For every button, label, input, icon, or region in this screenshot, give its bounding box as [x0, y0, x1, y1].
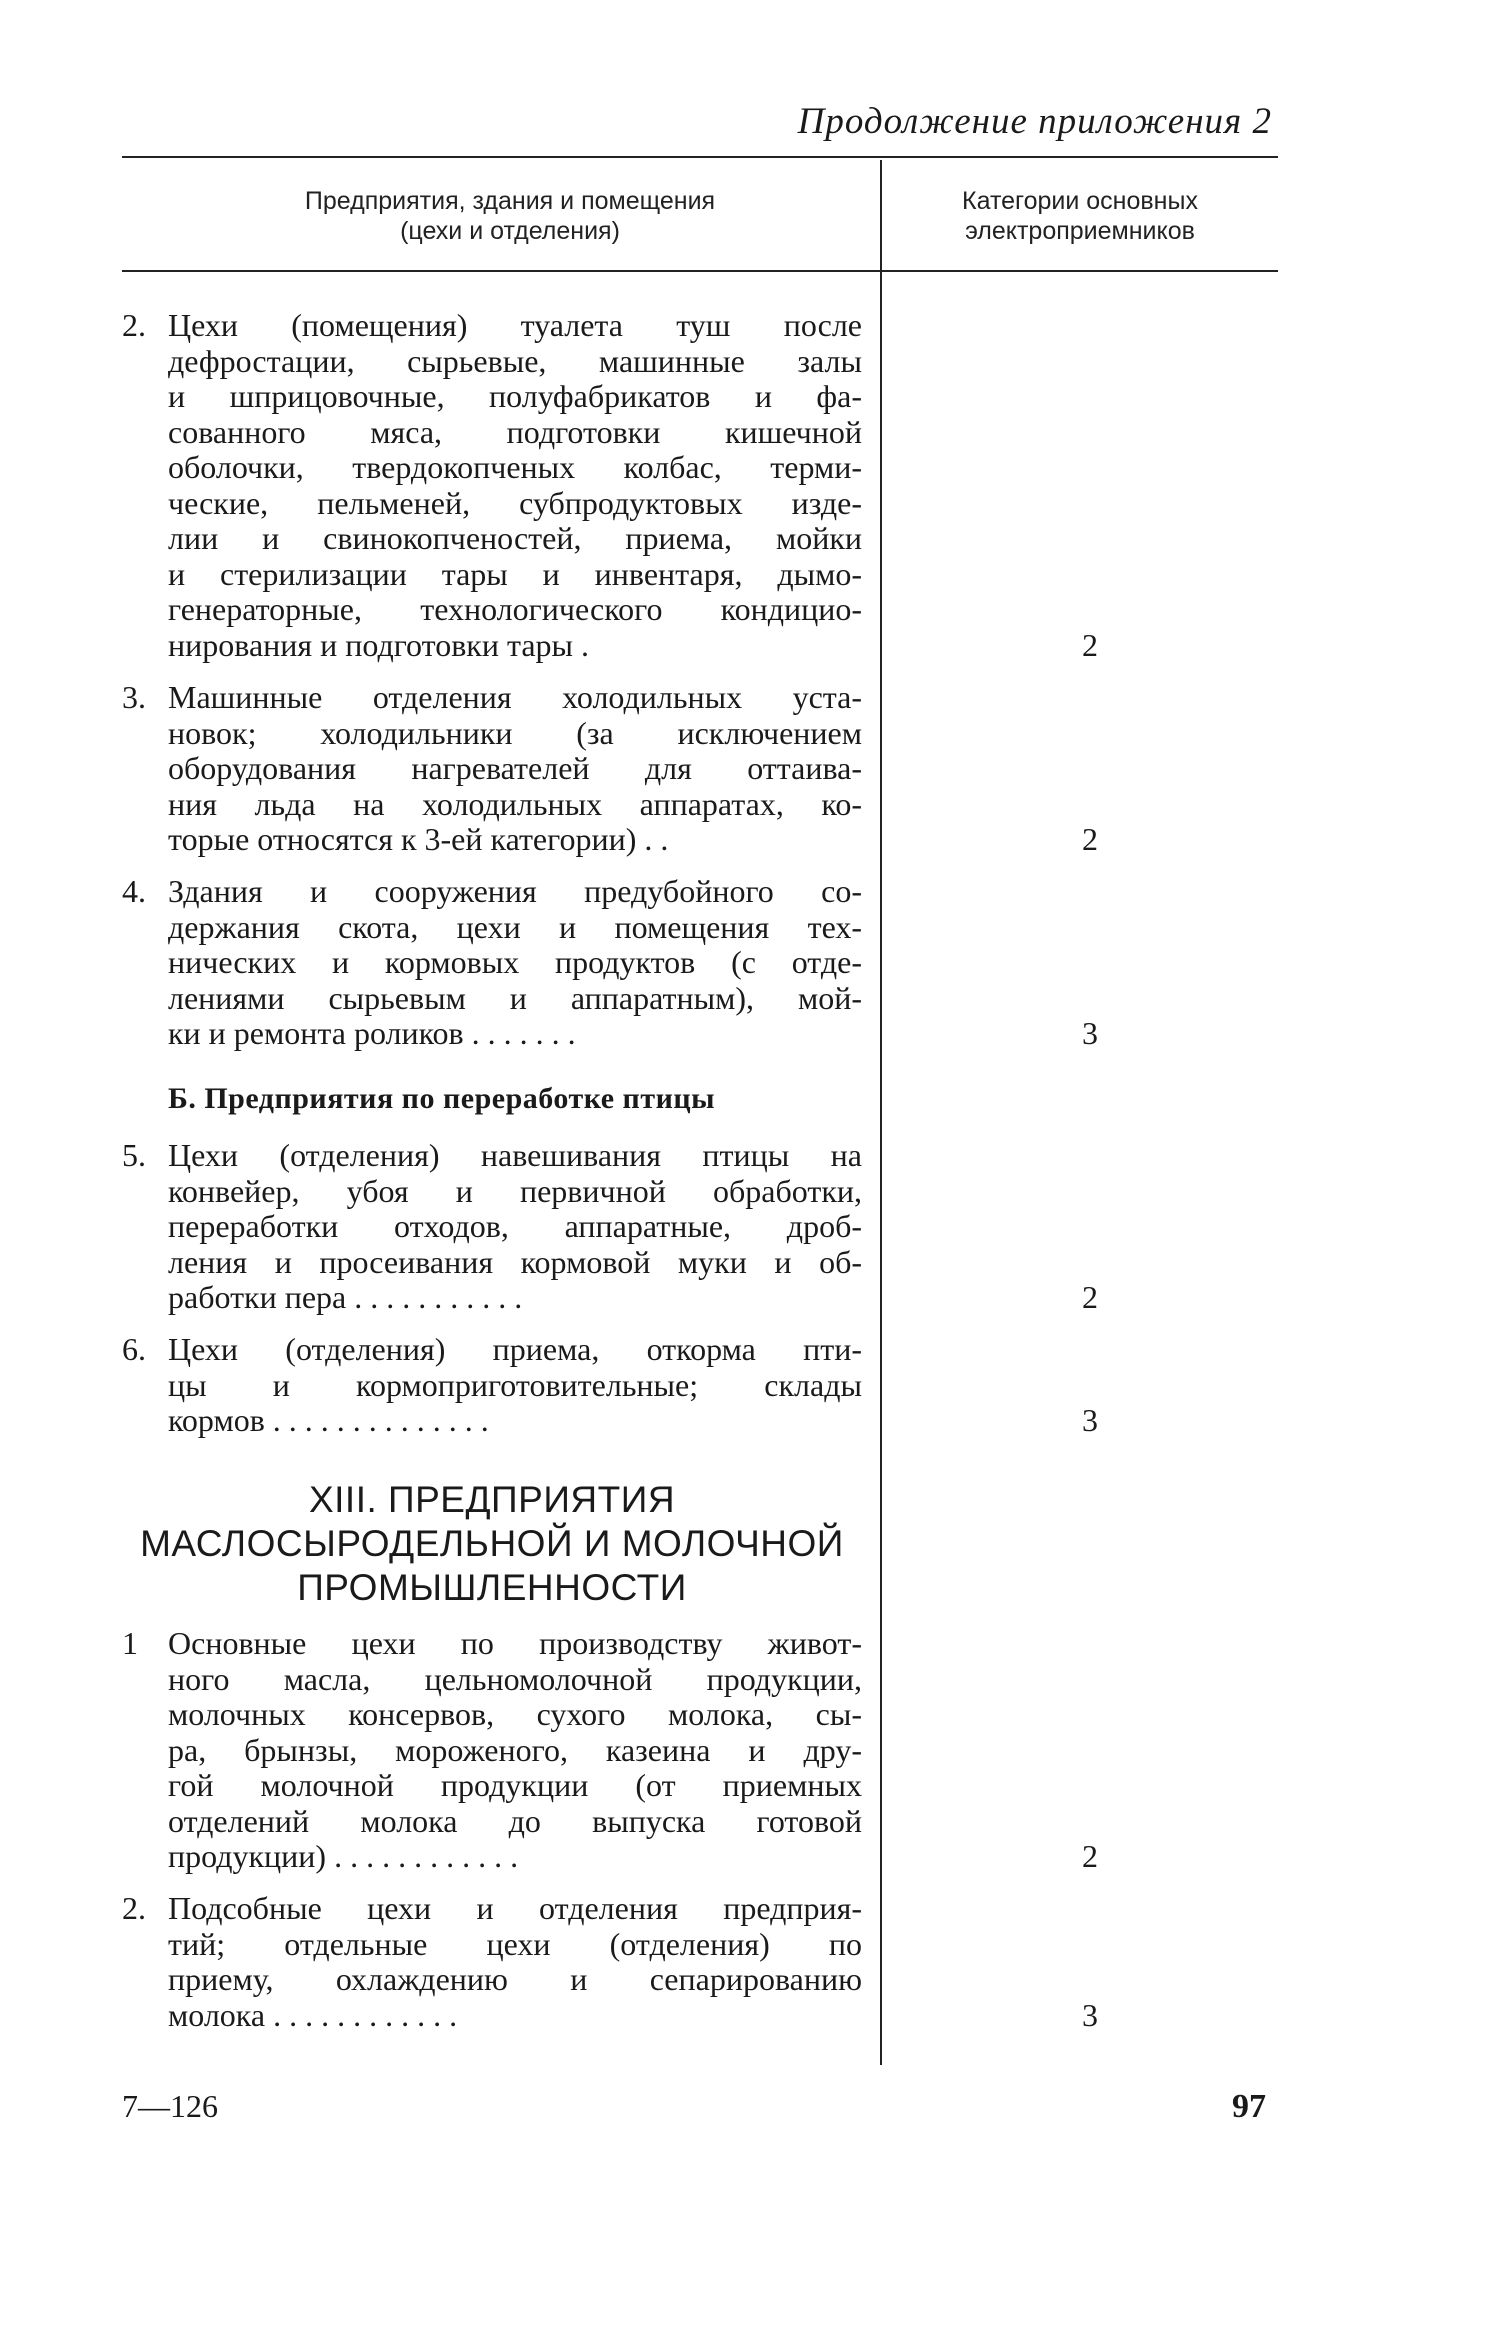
item-line: Цехи (отделения) навешивания птицы на — [168, 1137, 862, 1173]
item-line: Цехи (помещения) туалета туш после — [168, 307, 862, 343]
section-heading-line2: МАСЛОСЫРОДЕЛЬНОЙ И МОЛОЧНОЙ — [140, 1523, 844, 1564]
item-text — [168, 1626, 862, 1875]
item-line: дефростации, сырьевые, машинные залы — [168, 342, 862, 379]
item-text — [168, 1891, 862, 2033]
item-line: отделений молока до выпуска готовой — [168, 1802, 862, 1839]
item-line: молочных консервов, сухого молока, сы- — [168, 1696, 862, 1732]
column-divider — [880, 160, 882, 2065]
item-text — [168, 308, 862, 663]
item-number: 1 — [122, 1625, 138, 1661]
category-value: 2 — [1082, 1838, 1098, 1874]
table-top-rule — [122, 156, 1278, 158]
category-value: 3 — [1082, 1997, 1098, 2033]
item-line: приему, охлаждению и сепарированию — [168, 1961, 862, 1997]
list-item — [122, 1332, 862, 1439]
item-line: тий; отдельные цехи (отделения) по — [168, 1925, 862, 1962]
list-item — [122, 680, 862, 858]
table-header-rule — [122, 270, 1278, 272]
item-line: генераторные, технологического кондицио- — [168, 591, 862, 627]
item-line: торые относятся к 3-ей категории) . . — [168, 821, 669, 857]
item-line: гой молочной продукции (от приемных — [168, 1767, 862, 1803]
item-line: цы и кормоприготовительные; склады — [168, 1366, 862, 1403]
item-line: Основные цехи по производству живот- — [168, 1625, 862, 1661]
list-item — [122, 1626, 862, 1875]
list-item — [122, 1138, 862, 1316]
category-value: 2 — [1082, 821, 1098, 857]
item-line: продукции) . . . . . . . . . . . . — [168, 1838, 519, 1874]
section-heading-line1: XIII. ПРЕДПРИЯТИЯ — [308, 1479, 676, 1520]
item-line: Здания и сооружения предубойного со- — [168, 873, 862, 909]
item-text — [168, 874, 862, 1052]
item-line: ки и ремонта роликов . . . . . . . — [168, 1015, 576, 1051]
column-header-enterprises — [160, 186, 860, 246]
item-line: ния льда на холодильных аппаратах, ко- — [168, 785, 862, 822]
item-line: новок; холодильники (за исключением — [168, 714, 862, 751]
item-line: и стерилизации тары и инвентаря, дымо- — [168, 555, 862, 592]
item-line: оборудования нагревателей для оттаива- — [168, 750, 862, 786]
section-heading — [122, 1478, 862, 1610]
column-header-categories — [900, 186, 1260, 246]
column-header-categories-line1: Категории основных — [962, 187, 1198, 215]
item-line: Машинные отделения холодильных уста- — [168, 679, 862, 715]
item-number: 6. — [122, 1331, 146, 1367]
item-line: молока . . . . . . . . . . . . — [168, 1996, 458, 2033]
item-line: нических и кормовых продуктов (с отде- — [168, 944, 862, 980]
item-line: Цехи (отделения) приема, откорма пти- — [168, 1331, 862, 1367]
item-line: лениями сырьевым и аппаратным), мой- — [168, 979, 862, 1016]
list-item — [122, 874, 862, 1052]
item-line: Подсобные цехи и отделения предприя- — [168, 1890, 862, 1926]
category-value: 2 — [1082, 627, 1098, 663]
item-number: 2. — [122, 1890, 146, 1926]
item-text — [168, 1332, 862, 1439]
list-item — [122, 308, 862, 663]
item-line: и шприцовочные, полуфабрикатов и фа- — [168, 378, 862, 414]
item-line: ческие, пельменей, субпродуктовых изде- — [168, 484, 862, 521]
item-text — [168, 1138, 862, 1316]
column-header-enterprises-line2: (цехи и отделения) — [400, 217, 620, 245]
column-header-categories-line2: электроприемников — [965, 217, 1195, 245]
item-line: оболочки, твердокопченых колбас, терми- — [168, 449, 862, 485]
item-number: 2. — [122, 307, 146, 343]
category-value: 2 — [1082, 1279, 1098, 1315]
item-text — [168, 680, 862, 858]
section-heading-line3: ПРОМЫШЛЕННОСТИ — [297, 1567, 687, 1608]
item-line: работки пера . . . . . . . . . . . — [168, 1279, 523, 1315]
item-line: ра, брынзы, мороженого, казеина и дру- — [168, 1731, 862, 1768]
running-head: Продолжение приложения 2 — [797, 101, 1272, 142]
item-line: кормов . . . . . . . . . . . . . . — [168, 1402, 489, 1438]
item-line: переработки отходов, аппаратные, дроб- — [168, 1208, 862, 1244]
item-line: лии и свинокопченостей, приема, мойки — [168, 520, 862, 556]
item-line: сованного мяса, подготовки кишечной — [168, 413, 862, 450]
list-item — [122, 1891, 862, 2033]
page-number: 97 — [1232, 2088, 1266, 2125]
category-value: 3 — [1082, 1402, 1098, 1438]
column-header-enterprises-line1: Предприятия, здания и помещения — [304, 187, 716, 215]
item-line: нирования и подготовки тары . — [168, 626, 590, 663]
signature-mark: 7—126 — [122, 2088, 218, 2124]
item-line: ления и просеивания кормовой муки и об- — [168, 1243, 862, 1280]
item-line: конвейер, убоя и первичной обработки, — [168, 1172, 862, 1209]
item-number: 4. — [122, 873, 146, 909]
category-value: 3 — [1082, 1015, 1098, 1051]
item-number: 3. — [122, 679, 146, 715]
item-line: ного масла, цельномолочной продукции, — [168, 1660, 862, 1697]
item-line: держания скота, цехи и помещения тех- — [168, 908, 862, 945]
item-number: 5. — [122, 1137, 146, 1173]
subsection-heading: Б. Предприятия по переработке птицы — [168, 1082, 716, 1115]
